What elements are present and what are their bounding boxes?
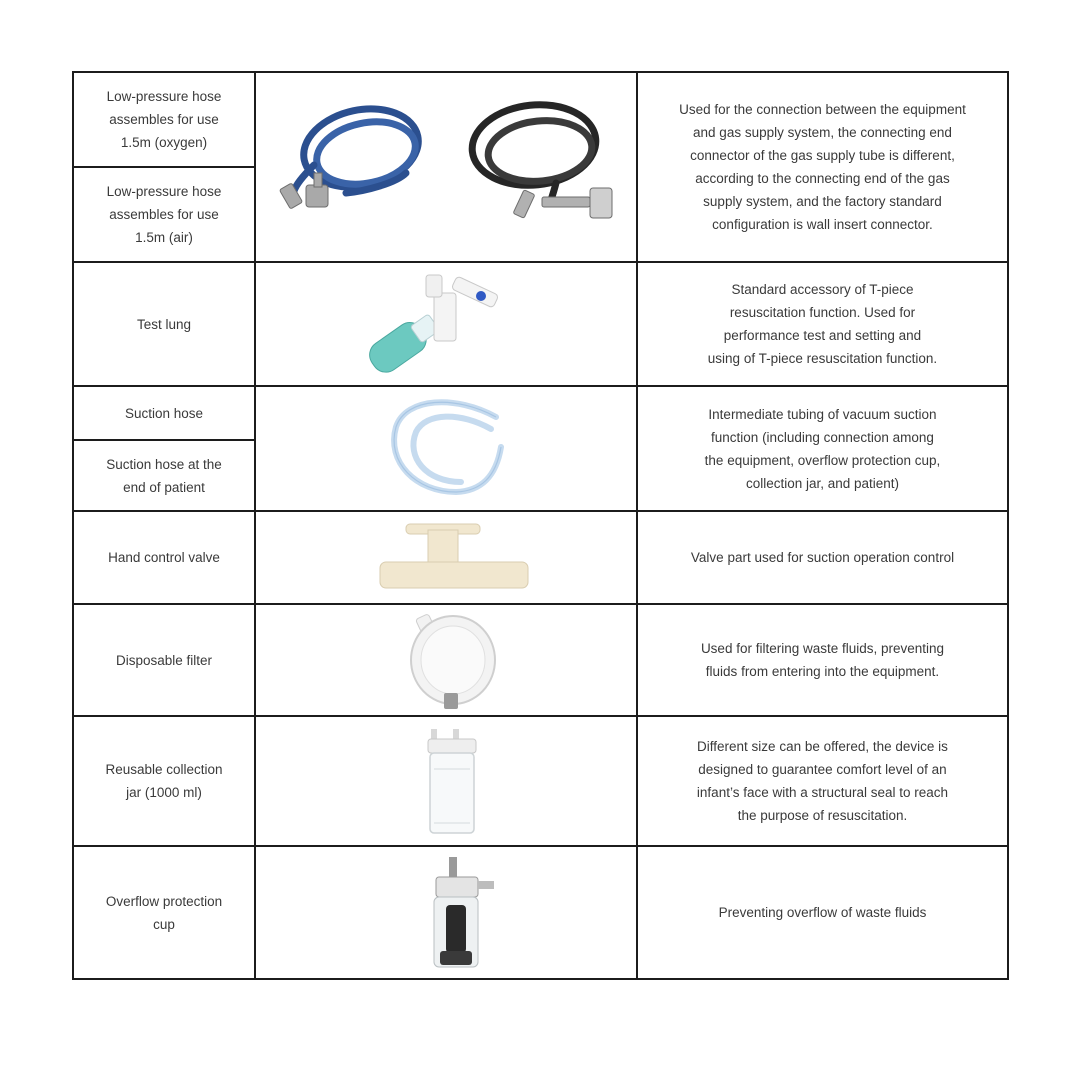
item-description-test-lung: Standard accessory of T-piece resuscitation function. Used for performance test and setting and using of T-piece resuscitation function. — [707, 282, 938, 366]
collection-jar-icon — [256, 717, 636, 845]
hand-control-valve-icon — [256, 512, 636, 603]
table-border-bottom — [73, 978, 1009, 980]
disposable-filter-icon — [256, 605, 636, 715]
item-description-disposable-filter: Used for filtering waste fluids, preventing fluids from entering into the equipment. — [700, 641, 945, 679]
item-name-collection-jar: Reusable collection jar (1000 ml) — [105, 762, 223, 800]
item-description-collection-jar: Different size can be offered, the device is designed to guarantee comfort level of an infant’s face with a structural seal to reach the purpose of resuscitation. — [696, 739, 949, 823]
item-name-suction-hose: Suction hose — [124, 405, 204, 421]
item-name-overflow-cup: Overflow protection cup — [105, 893, 223, 932]
item-description-suction-hose: Intermediate tubing of vacuum suction function (including connection among the equipment, overflow protection cup, collection jar, and patient) — [704, 406, 941, 491]
hose-assemblies-icon — [256, 73, 636, 261]
item-name-oxygen-hose: Low-pressure hose assembles for use 1.5m (oxygen) — [106, 89, 222, 150]
item-name-hand-control-valve: Hand control valve — [108, 550, 220, 565]
table-border-right — [1007, 71, 1009, 980]
item-description-overflow-cup: Preventing overflow of waste fluids — [718, 905, 927, 920]
item-name-air-hose: Low-pressure hose assembles for use 1.5m (air) — [106, 184, 222, 245]
suction-hose-icon — [256, 387, 636, 510]
item-name-suction-hose-patient-end: Suction hose at the end of patient — [106, 456, 222, 495]
item-name-test-lung: Test lung — [136, 316, 192, 332]
item-name-disposable-filter: Disposable filter — [115, 652, 213, 668]
test-lung-icon — [256, 263, 636, 385]
item-description-hoses: Used for the connection between the equipment and gas supply system, the connecting end connector of the gas supply tube is different, according to the connecting end of the gas supply system, and the factory standard configuration is wall insert connector. — [679, 102, 966, 232]
item-description-hand-control-valve: Valve part used for suction operation control — [690, 550, 955, 565]
overflow-cup-icon — [256, 847, 636, 978]
